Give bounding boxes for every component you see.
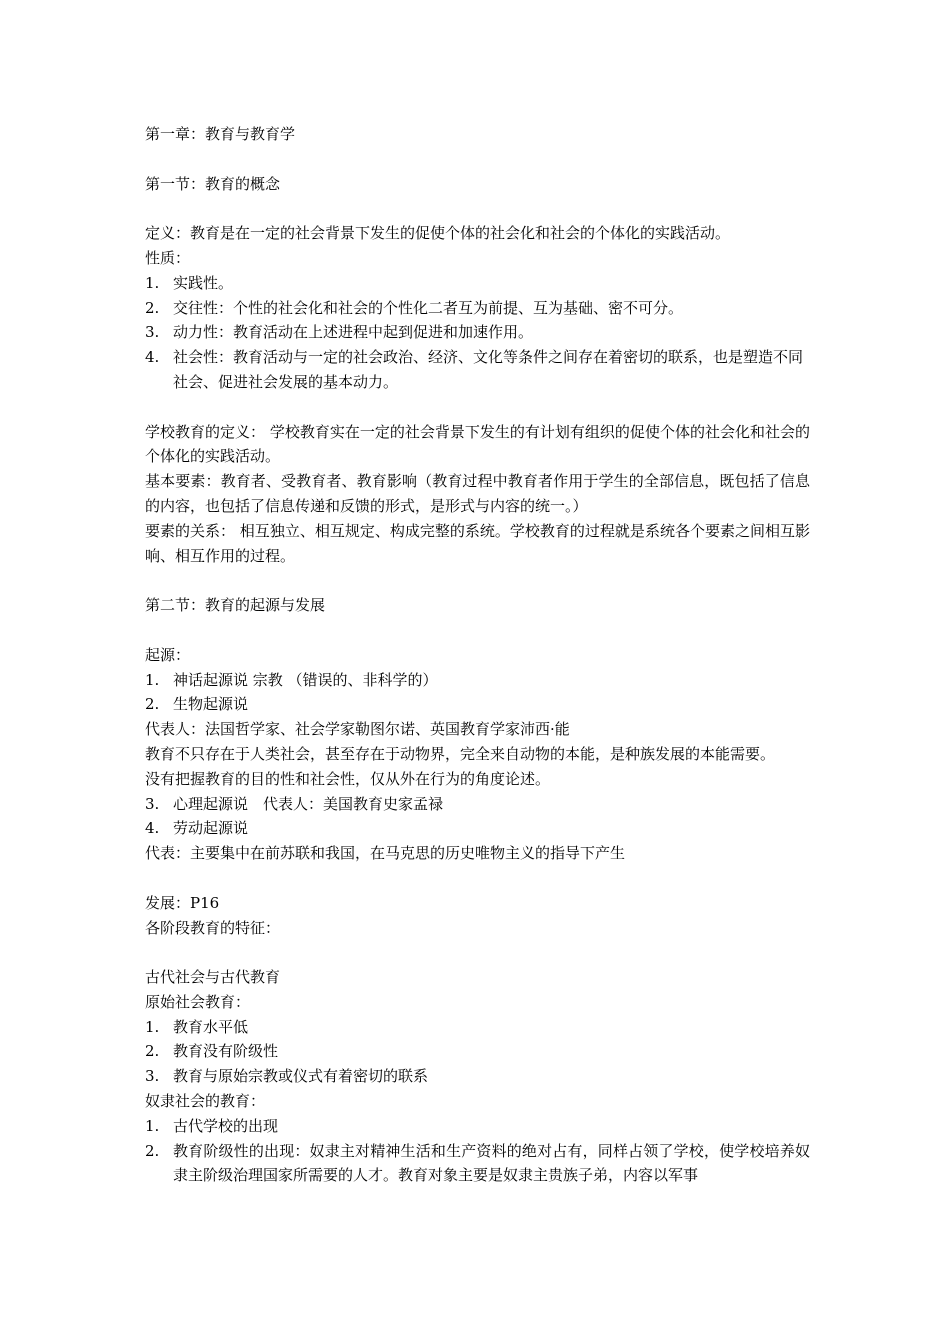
chapter-title: 第一章：教育与教育学: [145, 125, 296, 143]
list-number: 4.: [145, 819, 160, 838]
list-text: 实践性。: [173, 273, 234, 292]
list-text: 教育阶级性的出现：奴隶主对精神生活和生产资料的绝对占有，同样占领了学校，使学校培养奴隶主阶级治理国家所需要的人才。教育对象主要是奴隶主贵族子弟，内容以军事: [173, 1141, 810, 1185]
blank-line: [145, 866, 810, 891]
blank-line: [145, 618, 810, 643]
elements-relation-paragraph: 要素的关系： 相互独立、相互规定、构成完整的系统。学校教育的过程就是系统各个要素之间相互影响、相互作用的过程。: [145, 521, 810, 565]
list-text: 教育与原始宗教或仪式有着密切的联系: [173, 1067, 429, 1086]
list-text: 交往性：个性的社会化和社会的个性化二者互为前提、互为基础、密不可分。: [173, 298, 684, 317]
document-page: [145, 122, 810, 1188]
blank-line: [145, 196, 810, 221]
list-text: 生物起源说: [173, 695, 249, 714]
section-title: 第二节：教育的起源与发展: [145, 596, 326, 615]
list-number: 1.: [145, 1116, 160, 1135]
list-text: 教育水平低: [173, 1017, 249, 1036]
school-definition-paragraph: 学校教育的定义： 学校教育实在一定的社会背景下发生的有计划有组织的促使个体的社会化和社会的个体化的实践活动。: [145, 422, 810, 466]
list-number: 2.: [145, 695, 160, 714]
blank-line: [145, 568, 810, 593]
list-number: 1.: [145, 273, 160, 292]
list-item: [145, 271, 810, 296]
list-item: [145, 692, 810, 717]
description-paragraph: 教育不只存在于人类社会，甚至存在于动物界，完全来自动物的本能，是种族发展的本能需要。: [145, 744, 776, 763]
list-text: 心理起源说 代表人：美国教育史家孟禄: [173, 794, 444, 813]
nature-label: 性质：: [145, 248, 191, 267]
subsection-title: 古代社会与古代教育: [145, 968, 281, 987]
blank-line: [145, 940, 810, 965]
blank-line: [145, 395, 810, 420]
slave-label: 奴隶社会的教育：: [145, 1092, 266, 1111]
list-text: 社会性：教育活动与一定的社会政治、经济、文化等条件之间存在着密切的联系，也是塑造不同社会、促进社会发展的基本动力。: [173, 348, 804, 391]
list-number: 2.: [145, 298, 160, 317]
list-item: [145, 1139, 810, 1189]
list-item: [145, 1039, 810, 1064]
list-number: 1.: [145, 1017, 160, 1036]
list-item: [145, 1064, 810, 1089]
list-item: [145, 320, 810, 345]
definition-paragraph: 定义：教育是在一定的社会背景下发生的促使个体的社会化和社会的个体化的实践活动。: [145, 224, 731, 243]
list-number: 4.: [145, 348, 160, 367]
development-text: 发展：P16: [145, 893, 220, 912]
list-number: 3.: [145, 323, 160, 342]
list-item: [145, 1114, 810, 1139]
list-item: [145, 345, 810, 395]
list-text: 动力性：教育活动在上述进程中起到促进和加速作用。: [173, 323, 534, 342]
list-number: 3.: [145, 1067, 160, 1086]
list-text: 教育没有阶级性: [173, 1042, 279, 1061]
list-item: [145, 792, 810, 817]
list-number: 2.: [145, 1141, 160, 1160]
list-number: 3.: [145, 794, 160, 813]
section-title: 第一节：教育的概念: [145, 174, 281, 193]
stage-features-label: 各阶段教育的特征：: [145, 918, 281, 937]
list-item: [145, 668, 810, 693]
representative-text: 代表：主要集中在前苏联和我国，在马克思的历史唯物主义的指导下产生: [145, 844, 626, 863]
basic-elements-paragraph: 基本要素：教育者、受教育者、教育影响（教育过程中教育者作用于学生的全部信息，既包括了信息的内容，也包括了信息传递和反馈的形式，是形式与内容的统一。）: [145, 472, 810, 515]
list-text: 古代学校的出现: [173, 1116, 279, 1135]
representative-text: 代表人：法国哲学家、社会学家勒图尔诺、英国教育学家沛西·能: [145, 720, 570, 739]
list-text: 神话起源说 宗教 （错误的、非科学的）: [173, 670, 438, 689]
primitive-label: 原始社会教育：: [145, 992, 251, 1011]
list-item: [145, 1015, 810, 1040]
list-number: 1.: [145, 670, 160, 689]
blank-line: [145, 147, 810, 172]
list-number: 2.: [145, 1042, 160, 1061]
origin-label: 起源：: [145, 645, 191, 664]
list-item: [145, 296, 810, 321]
list-text: 劳动起源说: [173, 819, 249, 838]
critique-text: 没有把握教育的目的性和社会性，仅从外在行为的角度论述。: [145, 769, 551, 788]
list-item: [145, 816, 810, 841]
